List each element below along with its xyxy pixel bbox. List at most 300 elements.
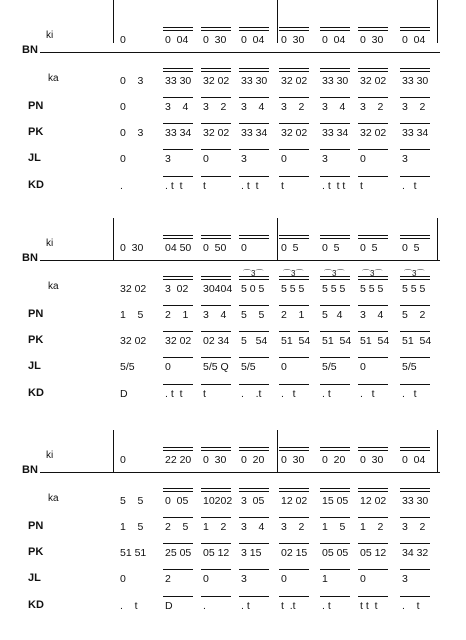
note-cell: 0 — [120, 454, 126, 466]
triplet-marker: ⌒3⌒ — [362, 269, 383, 278]
note-cell: 32 02 — [203, 127, 230, 139]
note-cell: . t — [281, 388, 296, 400]
beam-bar — [201, 488, 231, 489]
row-label-bn: BN — [22, 44, 38, 56]
note-cell: 5/5 — [120, 361, 135, 373]
beam-bar — [201, 68, 231, 69]
note-cell: 0 — [281, 361, 287, 373]
row-label-bn: BN — [22, 464, 38, 476]
note-cell: 32 02 — [281, 127, 308, 139]
note-cell: 0 50 — [203, 242, 227, 254]
note-cell: 3 4 — [165, 101, 189, 113]
note-cell: 1 5 — [120, 521, 144, 533]
beam-bar — [320, 488, 350, 489]
beam-bar — [201, 97, 231, 98]
beam-bar — [201, 71, 231, 72]
beam-bar — [239, 149, 269, 150]
note-cell: 34 32 — [402, 547, 429, 559]
beam-bar — [358, 488, 388, 489]
beam-bar — [279, 279, 309, 280]
note-cell: 0 04 — [402, 454, 426, 466]
note-cell: 3 — [402, 573, 408, 585]
beam-bar — [320, 68, 350, 69]
beam-bar — [279, 331, 309, 332]
beam-bar — [400, 517, 430, 518]
beam-bar — [239, 235, 269, 236]
triplet-marker: ⌒3⌒ — [404, 269, 425, 278]
row-label-ki: ki — [46, 30, 54, 41]
beam-bar — [358, 491, 388, 492]
beam-bar — [279, 30, 309, 31]
beam-bar — [239, 238, 269, 239]
beam-bar — [163, 97, 193, 98]
row-label-ka: ka — [48, 281, 59, 292]
triplet-marker: ⌒3⌒ — [243, 269, 264, 278]
note-cell: 33 34 — [241, 127, 268, 139]
beam-bar — [320, 450, 350, 451]
note-cell: 1 2 — [203, 521, 227, 533]
beam-bar — [358, 517, 388, 518]
bar-line — [437, 430, 438, 473]
note-cell: . — [203, 600, 206, 612]
note-cell: 05 12 — [360, 547, 387, 559]
notation-system — [0, 10, 466, 200]
beam-bar — [358, 305, 388, 306]
note-cell: t t t — [360, 600, 378, 612]
beam-bar — [201, 331, 231, 332]
row-label-ka: ka — [48, 493, 59, 504]
note-cell: 5 4 — [322, 309, 343, 321]
note-cell: 0 — [165, 361, 171, 373]
beam-bar — [400, 305, 430, 306]
beam-bar — [400, 71, 430, 72]
note-cell: 0 5 — [402, 242, 420, 254]
note-cell: 5/5 — [241, 361, 256, 373]
beam-bar — [358, 447, 388, 448]
staff-line — [40, 472, 440, 473]
beam-bar — [320, 517, 350, 518]
beam-bar — [400, 569, 430, 570]
beam-bar — [400, 331, 430, 332]
note-cell: 32 02 — [120, 335, 147, 347]
beam-bar — [163, 447, 193, 448]
beam-bar — [279, 235, 309, 236]
note-cell: 05 05 — [322, 547, 349, 559]
beam-bar — [279, 238, 309, 239]
note-cell: t — [281, 180, 284, 192]
note-cell: 0 — [203, 573, 209, 585]
row-label-ki: ki — [46, 450, 54, 461]
note-cell: 12 02 — [360, 495, 387, 507]
note-cell: 0 — [241, 242, 247, 254]
beam-bar — [239, 97, 269, 98]
note-cell: 0 — [360, 361, 366, 373]
note-cell: 3 — [241, 573, 247, 585]
row-label-pk: PK — [28, 126, 44, 138]
beam-bar — [279, 68, 309, 69]
beam-bar — [201, 596, 231, 597]
beam-bar — [400, 149, 430, 150]
note-cell: 5 5 — [120, 495, 144, 507]
beam-bar — [400, 123, 430, 124]
beam-bar — [201, 384, 231, 385]
note-cell: . .t — [241, 388, 262, 400]
note-cell: 32 02 — [360, 75, 387, 87]
beam-bar — [163, 491, 193, 492]
note-cell: 0 30 — [360, 454, 384, 466]
note-cell: 0 — [281, 573, 287, 585]
beam-bar — [358, 27, 388, 28]
bar-line — [277, 430, 278, 473]
note-cell: 1 5 — [322, 521, 346, 533]
note-cell: 25 05 — [165, 547, 192, 559]
note-cell: 0 3 — [120, 127, 144, 139]
beam-bar — [358, 68, 388, 69]
note-cell: 0 04 — [402, 34, 426, 46]
beam-bar — [358, 30, 388, 31]
note-cell: 0 30 — [281, 454, 305, 466]
note-cell: 1 2 — [360, 521, 384, 533]
note-cell: 0 30 — [281, 34, 305, 46]
beam-bar — [201, 305, 231, 306]
beam-bar — [320, 447, 350, 448]
beam-bar — [239, 279, 269, 280]
beam-bar — [163, 488, 193, 489]
beam-bar — [279, 569, 309, 570]
beam-bar — [358, 176, 388, 177]
note-cell: 32 02 — [281, 75, 308, 87]
staff-line — [40, 52, 440, 53]
beam-bar — [239, 491, 269, 492]
note-cell: 0 20 — [322, 454, 346, 466]
note-cell: 2 1 — [165, 309, 189, 321]
note-cell: 3 2 — [402, 101, 426, 113]
beam-bar — [279, 149, 309, 150]
beam-bar — [279, 491, 309, 492]
note-cell: t — [360, 180, 363, 192]
beam-bar — [201, 238, 231, 239]
note-cell: 0 — [360, 153, 366, 165]
beam-bar — [239, 488, 269, 489]
beam-bar — [400, 68, 430, 69]
beam-bar — [163, 450, 193, 451]
note-cell: t — [203, 388, 206, 400]
note-cell: 0 5 — [281, 242, 299, 254]
beam-bar — [320, 238, 350, 239]
note-cell: 0 — [120, 34, 126, 46]
bar-line — [113, 218, 114, 261]
note-cell: 0 — [281, 153, 287, 165]
row-label-pk: PK — [28, 546, 44, 558]
beam-bar — [320, 71, 350, 72]
note-cell: 0 20 — [241, 454, 265, 466]
note-cell: . t — [322, 600, 331, 612]
beam-bar — [163, 384, 193, 385]
beam-bar — [400, 357, 430, 358]
triplet-marker: ⌒3⌒ — [324, 269, 345, 278]
beam-bar — [320, 305, 350, 306]
note-cell: 04 50 — [165, 242, 192, 254]
note-cell: 51 54 — [402, 335, 432, 347]
note-cell: 3 4 — [360, 309, 384, 321]
beam-bar — [400, 491, 430, 492]
note-cell: 5 5 5 — [402, 283, 426, 295]
row-label-kd: KD — [28, 179, 44, 191]
beam-bar — [279, 543, 309, 544]
beam-bar — [400, 235, 430, 236]
beam-bar — [163, 279, 193, 280]
beam-bar — [358, 149, 388, 150]
beam-bar — [320, 176, 350, 177]
note-cell: 3 15 — [241, 547, 262, 559]
beam-bar — [320, 97, 350, 98]
beam-bar — [320, 569, 350, 570]
beam-bar — [239, 68, 269, 69]
note-cell: 15 05 — [322, 495, 349, 507]
note-cell: 0 — [120, 101, 126, 113]
row-label-jl: JL — [28, 360, 41, 372]
beam-bar — [163, 30, 193, 31]
beam-bar — [201, 235, 231, 236]
note-cell: 51 51 — [120, 547, 147, 559]
beam-bar — [358, 279, 388, 280]
beam-bar — [400, 279, 430, 280]
row-label-pk: PK — [28, 334, 44, 346]
row-label-jl: JL — [28, 572, 41, 584]
bar-line — [437, 0, 438, 43]
note-cell: 32 02 — [203, 75, 230, 87]
beam-bar — [163, 596, 193, 597]
note-cell: 51 54 — [281, 335, 311, 347]
note-cell: 2 5 — [165, 521, 189, 533]
note-cell: 0 — [120, 573, 126, 585]
note-cell: 0 30 — [203, 454, 227, 466]
note-cell: 3 2 — [360, 101, 384, 113]
beam-bar — [279, 450, 309, 451]
beam-bar — [239, 357, 269, 358]
note-cell: 3 — [241, 153, 247, 165]
notation-system — [0, 218, 466, 408]
note-cell: 5/5 — [402, 361, 417, 373]
beam-bar — [358, 596, 388, 597]
beam-bar — [358, 384, 388, 385]
note-cell: 33 30 — [402, 495, 429, 507]
beam-bar — [201, 491, 231, 492]
beam-bar — [320, 123, 350, 124]
beam-bar — [320, 149, 350, 150]
note-cell: . — [120, 180, 123, 192]
beam-bar — [400, 97, 430, 98]
beam-bar — [201, 276, 231, 277]
beam-bar — [358, 569, 388, 570]
note-cell: 5 5 — [241, 309, 265, 321]
beam-bar — [239, 450, 269, 451]
note-cell: D — [120, 388, 128, 400]
beam-bar — [400, 450, 430, 451]
note-cell: 32 02 — [120, 283, 147, 295]
note-cell: 12 02 — [281, 495, 308, 507]
note-cell: 3 4 — [203, 309, 227, 321]
note-cell: . t t — [241, 180, 259, 192]
note-cell: . t — [402, 388, 417, 400]
bar-line — [277, 0, 278, 43]
beam-bar — [201, 517, 231, 518]
beam-bar — [358, 357, 388, 358]
notation-system — [0, 430, 466, 620]
beam-bar — [279, 447, 309, 448]
beam-bar — [239, 305, 269, 306]
row-label-ki: ki — [46, 238, 54, 249]
note-cell: 3 2 — [281, 521, 305, 533]
note-cell: 33 34 — [322, 127, 349, 139]
beam-bar — [279, 384, 309, 385]
row-label-pn: PN — [28, 520, 44, 532]
beam-bar — [163, 238, 193, 239]
beam-bar — [320, 491, 350, 492]
note-cell: . t — [402, 180, 417, 192]
note-cell: 3 4 — [241, 521, 265, 533]
beam-bar — [400, 176, 430, 177]
note-cell: 2 1 — [281, 309, 305, 321]
note-cell: 5 5 5 — [281, 283, 305, 295]
beam-bar — [279, 123, 309, 124]
beam-bar — [201, 27, 231, 28]
beam-bar — [201, 123, 231, 124]
note-cell: 0 04 — [322, 34, 346, 46]
note-cell: 3 2 — [402, 521, 426, 533]
note-cell: . t t t — [322, 180, 346, 192]
note-cell: 2 — [165, 573, 171, 585]
note-cell: 33 34 — [165, 127, 192, 139]
note-cell: 0 05 — [165, 495, 189, 507]
beam-bar — [400, 543, 430, 544]
beam-bar — [239, 331, 269, 332]
beam-bar — [320, 279, 350, 280]
note-cell: 0 5 — [322, 242, 340, 254]
note-cell: 5 5 5 — [322, 283, 346, 295]
note-cell: 10202 — [203, 495, 233, 507]
beam-bar — [358, 123, 388, 124]
note-cell: 3 4 — [241, 101, 265, 113]
note-cell: 05 12 — [203, 547, 230, 559]
beam-bar — [320, 235, 350, 236]
note-cell: 02 34 — [203, 335, 230, 347]
beam-bar — [400, 238, 430, 239]
note-cell: 33 30 — [241, 75, 268, 87]
beam-bar — [279, 517, 309, 518]
beam-bar — [400, 488, 430, 489]
beam-bar — [201, 450, 231, 451]
bar-line — [277, 218, 278, 261]
beam-bar — [320, 27, 350, 28]
beam-bar — [320, 30, 350, 31]
note-cell: . t — [120, 600, 138, 612]
beam-bar — [320, 384, 350, 385]
row-label-kd: KD — [28, 387, 44, 399]
note-cell: 0 — [360, 573, 366, 585]
beam-bar — [239, 517, 269, 518]
beam-bar — [201, 149, 231, 150]
beam-bar — [163, 235, 193, 236]
beam-bar — [163, 357, 193, 358]
note-cell: . t — [322, 388, 331, 400]
note-cell: 32 02 — [165, 335, 192, 347]
note-cell: 0 — [203, 153, 209, 165]
note-cell: 3 — [165, 153, 171, 165]
beam-bar — [320, 543, 350, 544]
beam-bar — [239, 71, 269, 72]
bar-line — [113, 430, 114, 473]
note-cell: 0 5 — [360, 242, 378, 254]
beam-bar — [163, 71, 193, 72]
beam-bar — [320, 331, 350, 332]
note-cell: 3 4 — [322, 101, 346, 113]
note-cell: 30404 — [203, 283, 233, 295]
bar-line — [437, 218, 438, 261]
note-cell: 3 05 — [241, 495, 265, 507]
beam-bar — [163, 123, 193, 124]
beam-bar — [358, 97, 388, 98]
note-cell: 3 — [402, 153, 408, 165]
note-cell: 33 30 — [402, 75, 429, 87]
beam-bar — [163, 305, 193, 306]
beam-bar — [239, 27, 269, 28]
beam-bar — [201, 447, 231, 448]
beam-bar — [279, 71, 309, 72]
beam-bar — [201, 176, 231, 177]
row-label-pn: PN — [28, 308, 44, 320]
beam-bar — [279, 488, 309, 489]
note-cell: t — [203, 180, 206, 192]
beam-bar — [239, 447, 269, 448]
beam-bar — [279, 596, 309, 597]
bar-line — [113, 0, 114, 43]
note-cell: 1 — [322, 573, 328, 585]
note-cell: 51 54 — [322, 335, 352, 347]
row-label-kd: KD — [28, 599, 44, 611]
beam-bar — [239, 596, 269, 597]
note-cell: 02 15 — [281, 547, 308, 559]
note-cell: 5 2 — [402, 309, 426, 321]
note-cell: 33 30 — [165, 75, 192, 87]
beam-bar — [163, 569, 193, 570]
note-cell: 32 02 — [360, 127, 387, 139]
note-cell: 5/5 Q — [203, 361, 229, 373]
note-cell: 1 5 — [120, 309, 144, 321]
row-label-pn: PN — [28, 100, 44, 112]
beam-bar — [163, 149, 193, 150]
beam-bar — [201, 569, 231, 570]
beam-bar — [163, 27, 193, 28]
beam-bar — [358, 450, 388, 451]
note-cell: t .t — [281, 600, 296, 612]
beam-bar — [239, 30, 269, 31]
beam-bar — [400, 27, 430, 28]
row-label-jl: JL — [28, 152, 41, 164]
beam-bar — [163, 517, 193, 518]
note-cell: . t — [402, 600, 420, 612]
note-cell: 3 — [322, 153, 328, 165]
note-cell: . t — [241, 600, 250, 612]
note-cell: 33 34 — [402, 127, 429, 139]
beam-bar — [279, 97, 309, 98]
beam-bar — [279, 357, 309, 358]
note-cell: 0 30 — [360, 34, 384, 46]
beam-bar — [279, 305, 309, 306]
note-cell: . t t — [165, 388, 183, 400]
beam-bar — [400, 596, 430, 597]
note-cell: 51 54 — [360, 335, 390, 347]
